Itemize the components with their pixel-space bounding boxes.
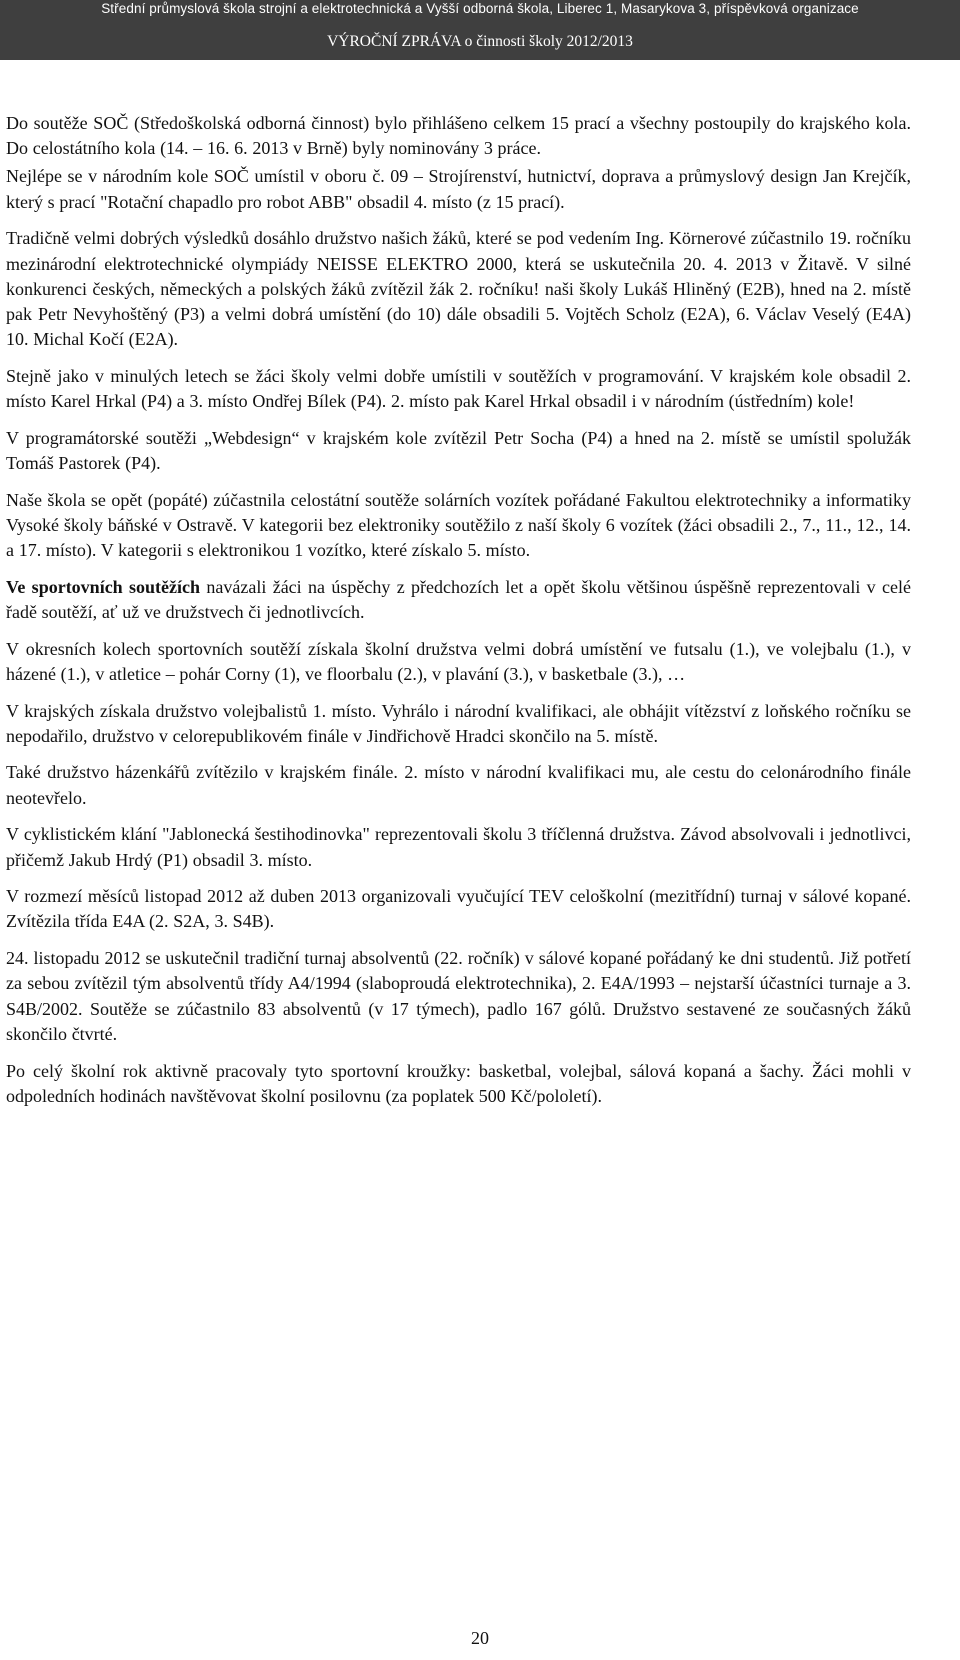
paragraph-handball: Také družstvo házenkářů zvítězilo v krajském finále. 2. místo v národní kvalifikaci mu, ale cestu do celonárodního finále neotevřelo. (6, 762, 911, 808)
sports-heading: Ve sportovních soutěžích (6, 576, 201, 597)
paragraph-webdesign-competition: V programátorské soutěži „Webdesign“ v krajském kole zvítězil Petr Socha (P4) a hned na 2. místě se umístil spolužák Tomáš Pastorek (P4). (6, 427, 911, 473)
paragraph-indoor-football-tournament: V rozmezí měsíců listopad 2012 až duben 2013 organizovali vyučující TEV celoškolní (mezitřídní) turnaj v sálové kopané. Zvítězila třída E4A (2. S2A, 3. S4B). (6, 886, 911, 932)
paragraph-soc-national-result: Nejlépe se v národním kole SOČ umístil v oboru č. 09 – Strojírenství, hutnictví, doprava a průmyslový design Jan Krejčík, který s prací "Rotační chapadlo pro robot ABB" obsadil 4. místo (z 15 prací). (6, 166, 911, 212)
paragraph-volleyball: V krajských získala družstvo volejbalistů 1. místo. Vyhrálo i národní kvalifikaci, ale obhájit vítězství z loňského ročníku se nepodařilo, družstvo v celorepublikovém finále v Jindřichově Hradci skončilo na 5. místě. (6, 700, 911, 746)
paragraph-neisse-elektro: Tradičně velmi dobrých výsledků dosáhlo družstvo našich žáků, které se pod vedením Ing. Körnerové zúčastnilo 19. ročníku mezinárodní elektrotechnické olympiády NEISSE ELEKTRO 2000, která se uskutečnila 20. 4. 2013 v Žitavě. V silné konkurenci českých, německých a polských žáků zvítězil žák 2. ročníku! naši školy Lukáš Hliněný (E2B), hned na 2. místě pak Petr Nevyhoštěný (P3) a velmi dobrá umístění (do 10) dále obsadili 5. Vojtěch Scholz (E2A), 6. Václav Veselý (E4A) 10. Michal Kočí (E2A). (6, 228, 911, 350)
page-number: 20 (471, 1628, 489, 1648)
page-header (0, 0, 960, 60)
sports-intro-text: navázali žáci na úspěchy z předchozích let a opět školu většinou úspěšně reprezentovali v celé řadě soutěží, ať už ve družstvech či jednotlivcích. (6, 576, 911, 622)
paragraph-programming-competition: Stejně jako v minulých letech se žáci školy velmi dobře umístili v soutěžích v programování. V krajském kole obsadil 2. místo Karel Hrkal (P4) a 3. místo Ondřej Bílek (P4). 2. místo pak Karel Hrkal obsadil i v národním (ústředním) kole! (6, 365, 911, 412)
document-body (6, 111, 911, 1120)
report-title: VÝROČNÍ ZPRÁVA o činnosti školy 2012/2013 (327, 33, 633, 50)
paragraph-soc-entries: Do soutěže SOČ (Středoškolská odborná činnost) bylo přihlášeno celkem 15 prací a všechny postoupily do krajského kola. Do celostátního kola (14. – 16. 6. 2013 v Brně) byly nominovány 3 práce. (6, 113, 911, 159)
paragraph-sports-clubs: Po celý školní rok aktivně pracovaly tyto sportovní kroužky: basketbal, volejbal, sálová kopaná a šachy. Žáci mohli v odpoledních hodinách navštěvovat školní posilovnu (za poplatek 500 Kč/pololetí). (6, 1060, 911, 1106)
paragraph-sports-intro (6, 575, 911, 625)
paragraph-district-sports: V okresních kolech sportovních soutěží získala školní družstva velmi dobrá umístění ve futsalu (1.), ve volejbalu (1.), v házené (1.), v atletice – pohár Corny (1), ve floorbalu (2.), v plavání (3.), v basketbale (3.), … (6, 638, 911, 684)
institution-name: Střední průmyslová škola strojní a elektrotechnická a Vyšší odborná škola, Liberec 1, Masarykova 3, příspěvková organizace (101, 1, 859, 16)
paragraph-cycling: V cyklistickém klání "Jablonecká šestihodinovka" reprezentovali školu 3 tříčlenná družstva. Závod absolvovali i jednotlivci, přičemž Jakub Hrdý (P1) obsadil 3. místo. (6, 824, 911, 870)
paragraph-alumni-tournament: 24. listopadu 2012 se uskutečnil tradiční turnaj absolventů (22. ročník) v sálové kopané pořádaný ke dni studentů. Již potřetí za sebou zvítězil tým absolventů třídy A4/1994 (slaboproudá elektrotechnika), 2. E4A/1993 – nejstarší účastníci turnaje a 3. S4B/2002. Soutěže se zúčastnilo 83 absolventů (v 17 týmech), padlo 167 gólů. Družstvo sestavené ze současných žáků skončilo čtvrté. (6, 948, 911, 1044)
paragraph-solar-vehicles: Naše škola se opět (popáté) zúčastnila celostátní soutěže solárních vozítek pořádané Fakultou elektrotechniky a informatiky Vysoké školy báňské v Ostravě. V kategorii bez elektroniky soutěžilo z naší školy 6 vozítek (žáci obsadili 2., 7., 11., 12., 14. a 17. místo). V kategorii s elektronikou 1 vozítko, které získalo 5. místo. (6, 489, 911, 561)
